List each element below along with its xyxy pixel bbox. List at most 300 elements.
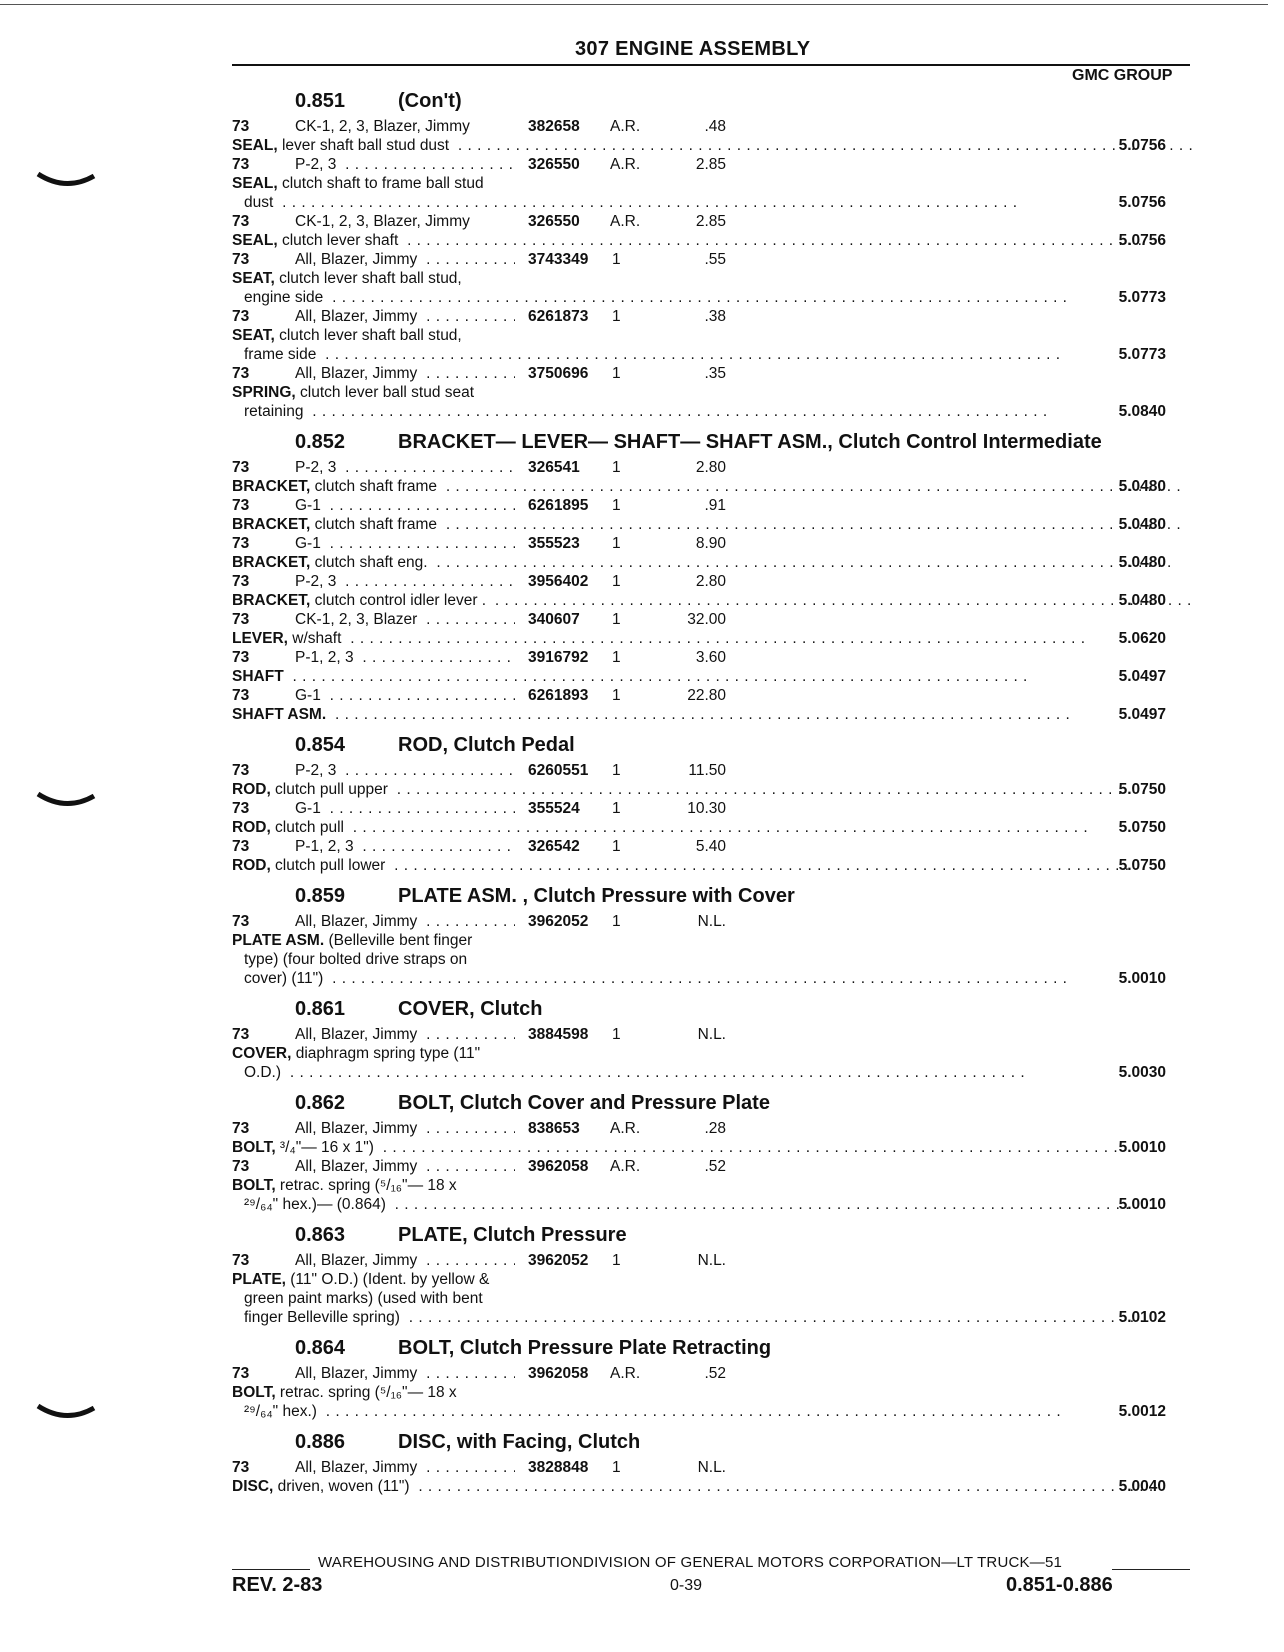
group-code: 5.0620 [1118, 630, 1166, 647]
description [232, 477, 1192, 496]
part-name: DISC, [232, 1478, 274, 1495]
application [295, 458, 515, 477]
description-text [244, 1290, 487, 1307]
model-year: 73 [232, 611, 250, 628]
description-text [232, 857, 389, 874]
application-text: G-1 [295, 535, 325, 552]
part-row [232, 458, 1192, 496]
application-text: G-1 [295, 800, 325, 817]
leader-dots [421, 1459, 515, 1476]
group-code: 5.0010 [1118, 970, 1166, 987]
part-number: 6261893 [528, 687, 589, 704]
leader-dots [390, 1196, 1130, 1213]
application [295, 1364, 515, 1383]
application [295, 364, 515, 383]
part-name: ROD, [232, 857, 271, 874]
section-header [232, 998, 1192, 1020]
part-detail: type) (four bolted drive straps on [244, 951, 468, 968]
description-text [232, 1384, 461, 1401]
part-number: 3962052 [528, 1252, 589, 1269]
description-line [232, 950, 1192, 969]
part-detail: clutch shaft to frame ball stud [277, 175, 484, 192]
group-code: 5.0010 [1118, 1196, 1166, 1213]
quantity: 1 [612, 913, 621, 930]
description [232, 553, 1192, 572]
model-year: 73 [232, 365, 250, 382]
section-header [232, 90, 1192, 112]
leader-dots [321, 1403, 1061, 1420]
part-row [232, 912, 1192, 988]
part-number: 326542 [528, 838, 580, 855]
page-number: 0-39 [670, 1577, 703, 1594]
description-text [232, 592, 490, 609]
part-name: SPRING, [232, 384, 296, 401]
description-text [244, 1403, 321, 1420]
description-line [232, 326, 1192, 345]
price: 22.80 [687, 687, 726, 704]
quantity: 1 [612, 251, 621, 268]
quantity: A.R. [610, 118, 641, 135]
application [295, 117, 515, 136]
part-name: SHAFT ASM. [232, 706, 327, 723]
model-year: 73 [232, 573, 250, 590]
price: N.L. [697, 913, 726, 930]
part-number: 340607 [528, 611, 580, 628]
leader-dots [421, 308, 515, 325]
description [232, 856, 1192, 875]
section-title: BOLT, Clutch Pressure Plate Retracting [398, 1337, 772, 1359]
part-name: SEAL, [232, 137, 278, 154]
price: .35 [704, 365, 726, 382]
quantity: 1 [612, 838, 621, 855]
description-text [232, 384, 478, 401]
group-code: 5.0480 [1118, 516, 1166, 533]
description-text [232, 478, 441, 495]
group-code: 5.0756 [1118, 137, 1166, 154]
leader-dots [330, 706, 1070, 723]
description-line [232, 780, 1192, 799]
model-year: 73 [232, 213, 250, 230]
leader-dots [421, 365, 515, 382]
model-year: 73 [232, 800, 250, 817]
description-line [232, 629, 1192, 648]
part-row [232, 364, 1192, 421]
top-border-line [0, 4, 1268, 5]
description [232, 383, 1192, 421]
group-label: GMC GROUP [1072, 67, 1173, 84]
part-number: 326550 [528, 156, 580, 173]
description [232, 174, 1192, 212]
application-text: All, Blazer, Jimmy [295, 308, 421, 325]
quantity: A.R. [610, 1158, 641, 1175]
price: .52 [704, 1365, 726, 1382]
part-detail: frame side [244, 346, 317, 363]
application [295, 1157, 515, 1176]
description-line [232, 174, 1192, 193]
part-number: 3884598 [528, 1026, 589, 1043]
quantity: 1 [612, 365, 621, 382]
application [295, 1251, 515, 1270]
description-line [232, 818, 1192, 837]
part-number: 3916792 [528, 649, 589, 666]
quantity: 1 [612, 687, 621, 704]
description-line [232, 591, 1192, 610]
part-detail: clutch lever shaft ball stud, [274, 327, 462, 344]
description [232, 780, 1192, 799]
leader-dots [320, 346, 1060, 363]
leader-dots [490, 592, 1192, 609]
price: 2.80 [695, 573, 726, 590]
description-text [232, 819, 348, 836]
group-code: 5.0010 [1118, 1139, 1166, 1156]
leader-dots [345, 630, 1085, 647]
part-name: SEAL, [232, 175, 278, 192]
description-text [244, 194, 277, 211]
price: .91 [704, 497, 726, 514]
part-row [232, 1251, 1192, 1327]
part-detail: (Belleville bent finger [324, 932, 473, 949]
price: .48 [704, 118, 726, 135]
part-name: BRACKET, [232, 592, 311, 609]
application-text: P-1, 2, 3 [295, 838, 358, 855]
application [295, 912, 515, 931]
part-number: 6260551 [528, 762, 589, 779]
part-row [232, 799, 1192, 837]
leader-dots [441, 478, 1181, 495]
section-title: PLATE, Clutch Pressure [398, 1224, 627, 1246]
quantity: 1 [612, 1026, 621, 1043]
section-header [232, 1337, 1192, 1359]
leader-dots [340, 762, 515, 779]
part-row [232, 496, 1192, 534]
part-detail: diaphragm spring type (11" [291, 1045, 481, 1062]
leader-dots [378, 1139, 1118, 1156]
price: N.L. [697, 1026, 726, 1043]
application [295, 496, 515, 515]
description [232, 136, 1192, 155]
description-text [232, 1177, 461, 1194]
binder-hole-mark [36, 790, 96, 810]
group-code: 5.0756 [1118, 232, 1166, 249]
description-text [232, 1045, 484, 1062]
part-name: SEAT, [232, 327, 275, 344]
leader-dots [421, 1026, 515, 1043]
application-text: G-1 [295, 687, 325, 704]
part-row [232, 572, 1192, 610]
description-text [232, 706, 330, 723]
part-number: 6261895 [528, 497, 589, 514]
description-line [232, 1044, 1192, 1063]
description-line [232, 1176, 1192, 1195]
group-code: 5.0012 [1118, 1403, 1166, 1420]
part-number: 326550 [528, 213, 580, 230]
leader-dots [340, 459, 515, 476]
leader-dots [288, 668, 1028, 685]
price: 2.80 [695, 459, 726, 476]
application [295, 572, 515, 591]
description-text [232, 1478, 414, 1495]
section-title: (Con't) [398, 90, 462, 112]
price: .38 [704, 308, 726, 325]
section-number: 0.854 [295, 734, 346, 756]
leader-dots [325, 497, 515, 514]
description-text [232, 554, 432, 571]
quantity: A.R. [610, 1365, 641, 1382]
part-detail: finger Belleville spring) [244, 1309, 400, 1326]
application-text: P-2, 3 [295, 762, 340, 779]
part-number: 3962058 [528, 1158, 589, 1175]
group-code: 5.0750 [1118, 857, 1166, 874]
part-detail: green paint marks) (used with bent [244, 1290, 483, 1307]
description-line [232, 515, 1192, 534]
part-detail: O.D.) [244, 1064, 282, 1081]
description [232, 1044, 1192, 1082]
part-number: 3743349 [528, 251, 589, 268]
page-title: 307 ENGINE ASSEMBLY [575, 38, 811, 60]
description-line [232, 1308, 1192, 1327]
group-code: 5.0750 [1118, 819, 1166, 836]
application [295, 761, 515, 780]
description [232, 1383, 1192, 1421]
model-year: 73 [232, 1459, 250, 1476]
leader-dots [421, 1365, 515, 1382]
model-year: 73 [232, 1158, 250, 1175]
part-detail: clutch pull upper [270, 781, 388, 798]
part-name: BRACKET, [232, 478, 311, 495]
description-line [232, 969, 1192, 988]
leader-dots [432, 554, 1172, 571]
model-year: 73 [232, 838, 250, 855]
part-detail: dust [244, 194, 274, 211]
model-year: 73 [232, 459, 250, 476]
quantity: 1 [612, 497, 621, 514]
model-year: 73 [232, 762, 250, 779]
part-detail: (11" O.D.) (Ident. by yellow & [285, 1271, 490, 1288]
section-header [232, 734, 1192, 756]
description [232, 1270, 1192, 1327]
application [295, 212, 515, 231]
price: 8.90 [695, 535, 726, 552]
price: 2.85 [695, 156, 726, 173]
description-text [244, 1309, 404, 1326]
description-line [232, 477, 1192, 496]
part-detail: cover) (11") [244, 970, 324, 987]
part-number: 382658 [528, 118, 580, 135]
part-name: SEAT, [232, 270, 275, 287]
description [232, 515, 1192, 534]
description [232, 705, 1192, 724]
application-text: All, Blazer, Jimmy [295, 1252, 421, 1269]
part-detail: retrac. spring (⁵/₁₆"— 18 x [275, 1177, 457, 1194]
application [295, 799, 515, 818]
leader-dots [325, 687, 515, 704]
group-code: 5.0102 [1118, 1309, 1166, 1326]
price: N.L. [697, 1459, 726, 1476]
part-name: PLATE, [232, 1271, 286, 1288]
part-name: BRACKET, [232, 516, 311, 533]
description-text [232, 516, 441, 533]
part-detail: ³/₄"— 16 x 1") [275, 1139, 374, 1156]
footer-rule-left [232, 1569, 310, 1570]
description-text [244, 289, 327, 306]
description-line [232, 383, 1192, 402]
model-year: 73 [232, 1252, 250, 1269]
description-line [232, 1195, 1192, 1214]
section-number: 0.852 [295, 431, 346, 453]
part-name: ROD, [232, 819, 271, 836]
description [232, 1138, 1192, 1157]
quantity: 1 [612, 1459, 621, 1476]
part-row [232, 534, 1192, 572]
model-year: 73 [232, 913, 250, 930]
price: 3.60 [695, 649, 726, 666]
description [232, 1477, 1192, 1496]
leader-dots [421, 1158, 515, 1175]
part-row [232, 212, 1192, 250]
leader-dots [421, 913, 515, 930]
parts-listing [232, 88, 1192, 1496]
application-text: P-2, 3 [295, 156, 340, 173]
part-row [232, 307, 1192, 364]
description-line [232, 1138, 1192, 1157]
section-range: 0.851-0.886 [1006, 1574, 1113, 1596]
model-year: 73 [232, 687, 250, 704]
section-header [232, 431, 1192, 453]
description-text [244, 346, 320, 363]
leader-dots [325, 535, 515, 552]
description-text [232, 175, 488, 192]
description-line [232, 269, 1192, 288]
description-line [232, 705, 1192, 724]
part-detail: clutch pull lower [270, 857, 386, 874]
part-number: 3962058 [528, 1365, 589, 1382]
part-name: SHAFT [232, 668, 284, 685]
quantity: A.R. [610, 213, 641, 230]
section-header [232, 885, 1192, 907]
part-detail: retrac. spring (⁵/₁₆"— 18 x [275, 1384, 457, 1401]
section-title: BRACKET— LEVER— SHAFT— SHAFT ASM., Clutch Control Intermediate [398, 431, 1102, 453]
leader-dots [414, 1478, 1154, 1495]
part-number: 3750696 [528, 365, 589, 382]
description-line [232, 402, 1192, 421]
model-year: 73 [232, 118, 250, 135]
leader-dots [307, 403, 1047, 420]
leader-dots [421, 251, 515, 268]
part-row [232, 1119, 1192, 1157]
leader-dots [358, 838, 515, 855]
part-row [232, 1157, 1192, 1214]
leader-dots [441, 516, 1181, 533]
application-text: All, Blazer, Jimmy [295, 913, 421, 930]
group-code: 5.0840 [1118, 403, 1166, 420]
application [295, 837, 515, 856]
description-line [232, 345, 1192, 364]
part-name: LEVER, [232, 630, 288, 647]
description-text [232, 630, 345, 647]
section-number: 0.863 [295, 1224, 346, 1246]
price: .52 [704, 1158, 726, 1175]
group-code: 5.0750 [1118, 781, 1166, 798]
description-line [232, 931, 1192, 950]
description-line [232, 1402, 1192, 1421]
price: 5.40 [695, 838, 726, 855]
header-rule [232, 64, 1190, 66]
part-row [232, 761, 1192, 799]
part-row [232, 155, 1192, 212]
quantity: 1 [612, 762, 621, 779]
leader-dots [340, 573, 515, 590]
description-text [232, 1271, 493, 1288]
part-number: 3956402 [528, 573, 589, 590]
price: 2.85 [695, 213, 726, 230]
quantity: A.R. [610, 1120, 641, 1137]
group-code: 5.0497 [1118, 668, 1166, 685]
model-year: 73 [232, 1026, 250, 1043]
quantity: 1 [612, 649, 621, 666]
application-text: All, Blazer, Jimmy [295, 1120, 421, 1137]
description-line [232, 1270, 1192, 1289]
description [232, 326, 1192, 364]
leader-dots [421, 611, 515, 628]
application [295, 610, 515, 629]
section-header [232, 1224, 1192, 1246]
description-line [232, 288, 1192, 307]
price: 32.00 [687, 611, 726, 628]
leader-dots [392, 781, 1132, 798]
leader-dots [325, 800, 515, 817]
group-code: 5.0030 [1118, 1064, 1166, 1081]
part-detail: ²⁹/₆₄" hex.)— (0.864) [244, 1196, 386, 1213]
binder-hole-mark [36, 1402, 96, 1422]
application-text: P-2, 3 [295, 459, 340, 476]
application-text: All, Blazer, Jimmy [295, 1459, 421, 1476]
application-text: All, Blazer, Jimmy [295, 1158, 421, 1175]
part-name: BOLT, [232, 1139, 276, 1156]
application-text: All, Blazer, Jimmy [295, 365, 421, 382]
description-text [232, 327, 466, 344]
model-year: 73 [232, 1120, 250, 1137]
description-line [232, 553, 1192, 572]
section-number: 0.851 [295, 90, 346, 112]
part-number: 838653 [528, 1120, 580, 1137]
part-row [232, 1458, 1192, 1496]
leader-dots [327, 289, 1067, 306]
section-title: BOLT, Clutch Cover and Pressure Plate [398, 1092, 770, 1114]
description-line [232, 1289, 1192, 1308]
description-line [232, 1063, 1192, 1082]
application-text: All, Blazer, Jimmy [295, 251, 421, 268]
footer-rule-right [1112, 1569, 1190, 1570]
part-detail: driven, woven (11") [273, 1478, 410, 1495]
description-text [232, 781, 392, 798]
description-text [244, 1064, 285, 1081]
description-line [232, 856, 1192, 875]
leader-dots [277, 194, 1017, 211]
description [232, 931, 1192, 988]
part-row [232, 837, 1192, 875]
leader-dots [389, 857, 1129, 874]
application-text: All, Blazer, Jimmy [295, 1026, 421, 1043]
leader-dots [340, 156, 515, 173]
part-number: 355524 [528, 800, 580, 817]
application-text: P-1, 2, 3 [295, 649, 358, 666]
footer-text: WAREHOUSING AND DISTRIBUTIONDIVISION OF GENERAL MOTORS CORPORATION—LT TRUCK—51 [318, 1554, 1063, 1571]
part-detail: clutch shaft frame [310, 516, 438, 533]
description [232, 591, 1192, 610]
section-number: 0.861 [295, 998, 346, 1020]
leader-dots [421, 1252, 515, 1269]
description-line [232, 136, 1192, 155]
